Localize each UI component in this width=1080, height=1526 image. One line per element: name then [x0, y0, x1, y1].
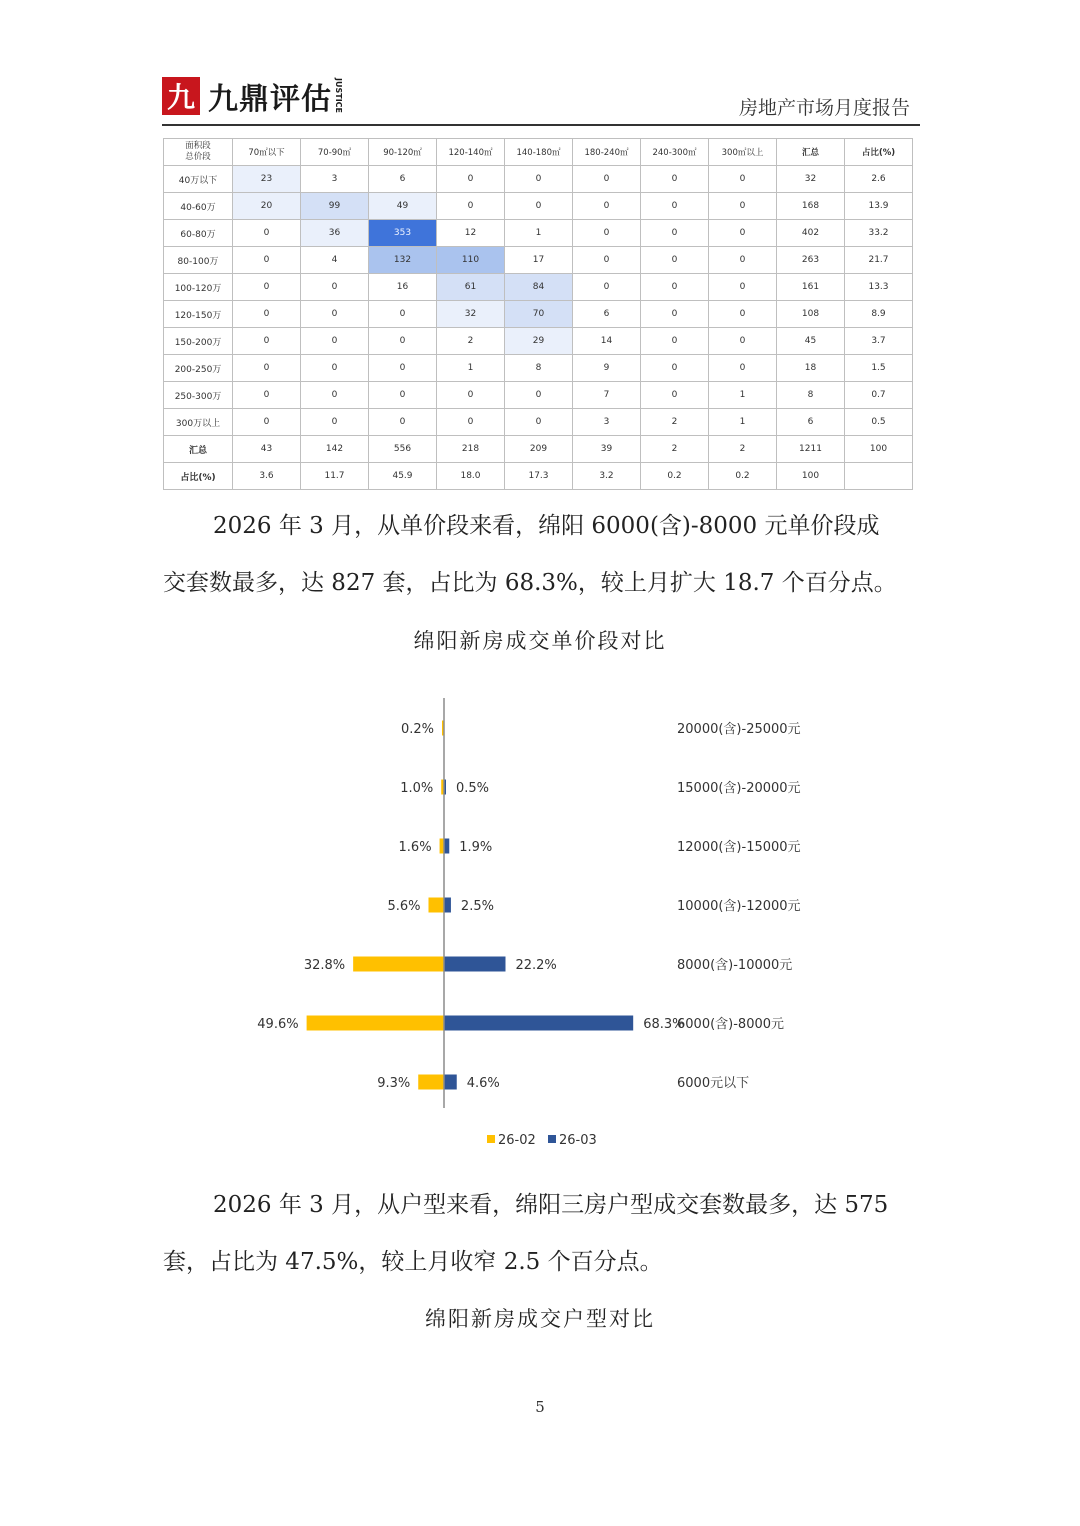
table-cell: 13.3 [845, 274, 913, 301]
column-header: 70㎡以下 [233, 139, 301, 166]
table-cell: 0 [301, 355, 369, 382]
table-cell: 110 [437, 247, 505, 274]
table-cell: 2 [641, 409, 709, 436]
paragraph-line: 套，占比为 47.5%，较上月收窄 2.5 个百分点。 [163, 1249, 663, 1275]
table-cell: 2 [709, 436, 777, 463]
table-cell: 0 [573, 247, 641, 274]
row-header: 250-300万 [164, 382, 233, 409]
table-cell: 0 [641, 220, 709, 247]
data-label-26-02: 0.2% [400, 722, 434, 737]
paragraph-line: 2026 年 3 月，从户型来看，绵阳三房户型成交套数最多，达 575 [213, 1192, 889, 1218]
row-header: 200-250万 [164, 355, 233, 382]
table-cell: 0 [301, 328, 369, 355]
table-cell: 218 [437, 436, 505, 463]
table-cell: 0 [573, 193, 641, 220]
table-cell: 0 [233, 301, 301, 328]
table-cell: 0 [641, 382, 709, 409]
logo-mark-icon: 九 [162, 77, 200, 115]
table-cell: 45 [777, 328, 845, 355]
row-header: 占比(%) [164, 463, 233, 490]
chart-title-unit-type: 绵阳新房成交户型对比 [425, 1307, 655, 1331]
corner-top-label: 面积段 [185, 141, 211, 151]
table-cell: 21.7 [845, 247, 913, 274]
data-label-26-02: 49.6% [257, 1017, 299, 1032]
bar-26-02 [353, 957, 444, 972]
table-cell: 32 [437, 301, 505, 328]
data-label-26-03: 0.5% [456, 781, 490, 796]
table-cell: 6 [777, 409, 845, 436]
data-label-26-03: 4.6% [466, 1076, 500, 1091]
table-cell: 16 [369, 274, 437, 301]
row-header: 100-120万 [164, 274, 233, 301]
table-cell: 0 [709, 166, 777, 193]
table-cell: 2 [641, 436, 709, 463]
table-cell: 100 [845, 436, 913, 463]
table-cell: 14 [573, 328, 641, 355]
table-cell: 0 [233, 247, 301, 274]
category-label: 6000(含)-8000元 [677, 1017, 785, 1032]
table-cell: 0.5 [845, 409, 913, 436]
table-cell: 6 [369, 166, 437, 193]
data-label-26-02: 5.6% [387, 899, 421, 914]
category-label: 20000(含)-25000元 [677, 722, 801, 737]
category-label: 12000(含)-15000元 [677, 840, 801, 855]
table-cell: 0 [369, 409, 437, 436]
table-cell: 0 [641, 247, 709, 274]
table-cell: 0 [369, 301, 437, 328]
paragraph-unit-type [163, 1177, 923, 1291]
table-cell: 32 [777, 166, 845, 193]
table-cell: 0 [437, 193, 505, 220]
column-header: 140-180㎡ [505, 139, 573, 166]
column-header: 180-240㎡ [573, 139, 641, 166]
table-cell: 0 [573, 220, 641, 247]
table-cell: 0 [233, 382, 301, 409]
table-cell: 0 [505, 409, 573, 436]
table-cell: 0 [709, 193, 777, 220]
table-cell: 8.9 [845, 301, 913, 328]
table-cell: 1 [505, 220, 573, 247]
table-row [164, 409, 913, 436]
table-cell: 556 [369, 436, 437, 463]
bar-26-03 [444, 1016, 633, 1031]
table-cell: 353 [369, 220, 437, 247]
table-cell: 84 [505, 274, 573, 301]
table-cell: 0 [709, 301, 777, 328]
table-cell: 8 [777, 382, 845, 409]
category-label: 10000(含)-12000元 [677, 899, 801, 914]
table-cell: 3.2 [573, 463, 641, 490]
table-row [164, 301, 913, 328]
table-cell: 0 [437, 166, 505, 193]
table-cell: 6 [573, 301, 641, 328]
table-cell: 29 [505, 328, 573, 355]
table-cell: 0 [233, 220, 301, 247]
row-header: 120-150万 [164, 301, 233, 328]
row-header: 40-60万 [164, 193, 233, 220]
column-header: 120-140㎡ [437, 139, 505, 166]
row-header: 60-80万 [164, 220, 233, 247]
data-label-26-02: 32.8% [303, 958, 346, 973]
data-label-26-02: 1.6% [398, 840, 432, 855]
report-title: 房地产市场月度报告 [738, 97, 910, 119]
table-cell: 3 [573, 409, 641, 436]
table-row [164, 436, 913, 463]
category-label: 8000(含)-10000元 [677, 958, 793, 973]
table-cell: 3 [301, 166, 369, 193]
table-cell: 0 [437, 382, 505, 409]
table-cell: 0 [301, 274, 369, 301]
table-cell: 2 [437, 328, 505, 355]
table-cell: 0 [437, 409, 505, 436]
table-cell: 0 [233, 355, 301, 382]
paragraph-price-segment [163, 498, 923, 612]
column-header: 300㎡以上 [709, 139, 777, 166]
bar-26-03 [444, 839, 449, 854]
table-cell: 0 [641, 274, 709, 301]
table-row [164, 193, 913, 220]
table-cell: 4 [301, 247, 369, 274]
table-cell: 263 [777, 247, 845, 274]
table-cell: 0 [641, 166, 709, 193]
table-cell: 0 [505, 193, 573, 220]
table-cell: 18 [777, 355, 845, 382]
column-header: 70-90㎡ [301, 139, 369, 166]
company-logo [162, 76, 343, 116]
table-cell: 11.7 [301, 463, 369, 490]
table-cell: 13.9 [845, 193, 913, 220]
data-label-26-03: 1.9% [459, 840, 493, 855]
table-cell: 0 [505, 166, 573, 193]
legend-swatch-26-03 [548, 1135, 556, 1143]
data-label-26-03: 2.5% [460, 899, 494, 914]
table-cell: 0 [709, 274, 777, 301]
bar-26-03 [444, 898, 451, 913]
table-cell: 0 [641, 301, 709, 328]
table-row [164, 166, 913, 193]
table-row [164, 463, 913, 490]
table-row [164, 328, 913, 355]
table-cell: 9 [573, 355, 641, 382]
table-cell: 100 [777, 463, 845, 490]
table-cell: 0 [709, 355, 777, 382]
table-cell: 1 [709, 409, 777, 436]
table-cell: 7 [573, 382, 641, 409]
table-cell: 0 [709, 328, 777, 355]
chart-title-price-segment: 绵阳新房成交单价段对比 [413, 629, 667, 653]
table-cell: 0 [369, 328, 437, 355]
row-header: 汇总 [164, 436, 233, 463]
corner-bottom-label: 总价段 [185, 152, 211, 162]
column-header: 240-300㎡ [641, 139, 709, 166]
row-header: 80-100万 [164, 247, 233, 274]
table-cell: 23 [233, 166, 301, 193]
data-label-26-02: 9.3% [377, 1076, 411, 1091]
logo-text: 九鼎评估 [208, 82, 332, 117]
table-cell: 0 [641, 355, 709, 382]
table-cell: 99 [301, 193, 369, 220]
table-cell: 0.7 [845, 382, 913, 409]
table-cell: 45.9 [369, 463, 437, 490]
table-cell: 142 [301, 436, 369, 463]
bar-26-02 [307, 1016, 444, 1031]
category-label: 6000元以下 [677, 1076, 750, 1091]
table-row [164, 247, 913, 274]
table-cell: 39 [573, 436, 641, 463]
table-cell: 3.6 [233, 463, 301, 490]
table-cell: 0.2 [641, 463, 709, 490]
bar-26-03 [444, 957, 505, 972]
table-cell: 0 [709, 220, 777, 247]
table-cell: 49 [369, 193, 437, 220]
price-area-matrix-table [163, 138, 913, 490]
row-header: 40万以下 [164, 166, 233, 193]
table-cell: 0.2 [709, 463, 777, 490]
price-segment-butterfly-chart [160, 680, 920, 1160]
table-cell: 0 [573, 166, 641, 193]
table-cell: 161 [777, 274, 845, 301]
category-label: 15000(含)-20000元 [677, 781, 801, 796]
page-header [162, 72, 920, 126]
table-corner-cell [164, 139, 233, 166]
table-cell: 18.0 [437, 463, 505, 490]
column-header: 汇总 [777, 139, 845, 166]
table-row [164, 274, 913, 301]
table-cell: 0 [301, 409, 369, 436]
table-cell: 61 [437, 274, 505, 301]
table-cell: 12 [437, 220, 505, 247]
legend-label-26-02: 26-02 [498, 1133, 536, 1148]
table-cell: 0 [369, 355, 437, 382]
table-cell: 0 [233, 328, 301, 355]
table-row [164, 355, 913, 382]
table-cell: 1 [437, 355, 505, 382]
table-cell: 0 [233, 409, 301, 436]
table-cell: 0 [505, 382, 573, 409]
data-label-26-02: 1.0% [400, 781, 434, 796]
legend-swatch-26-02 [487, 1135, 495, 1143]
paragraph-line: 交套数最多，达 827 套，占比为 68.3%，较上月扩大 18.7 个百分点。 [163, 570, 897, 596]
column-header: 占比(%) [845, 139, 913, 166]
table-cell: 0 [641, 193, 709, 220]
table-cell: 0 [301, 301, 369, 328]
row-header: 150-200万 [164, 328, 233, 355]
table-cell: 0 [369, 382, 437, 409]
logo-subtext: JUSTICE [334, 78, 343, 114]
table-cell: 33.2 [845, 220, 913, 247]
table-cell: 0 [641, 328, 709, 355]
column-header: 90-120㎡ [369, 139, 437, 166]
row-header: 300万以上 [164, 409, 233, 436]
table-cell: 1.5 [845, 355, 913, 382]
paragraph-line: 2026 年 3 月，从单价段来看，绵阳 6000(含)-8000 元单价段成 [213, 513, 880, 539]
table-cell: 0 [233, 274, 301, 301]
table-cell [845, 463, 913, 490]
table-cell: 17 [505, 247, 573, 274]
table-cell: 0 [573, 274, 641, 301]
data-label-26-03: 22.2% [515, 958, 557, 973]
bar-26-02 [418, 1075, 444, 1090]
table-cell: 0 [301, 382, 369, 409]
table-cell: 3.7 [845, 328, 913, 355]
table-row [164, 382, 913, 409]
table-cell: 168 [777, 193, 845, 220]
legend-label-26-03: 26-03 [559, 1133, 597, 1148]
data-label-26-03: 68.3% [643, 1017, 685, 1032]
bar-26-03 [444, 1075, 457, 1090]
bar-26-02 [428, 898, 444, 913]
table-cell: 43 [233, 436, 301, 463]
table-cell: 1211 [777, 436, 845, 463]
table-cell: 0 [709, 247, 777, 274]
table-cell: 8 [505, 355, 573, 382]
table-cell: 36 [301, 220, 369, 247]
table-cell: 209 [505, 436, 573, 463]
table-cell: 402 [777, 220, 845, 247]
table-cell: 70 [505, 301, 573, 328]
table-cell: 1 [709, 382, 777, 409]
table-cell: 132 [369, 247, 437, 274]
table-cell: 20 [233, 193, 301, 220]
page-number: 5 [535, 1398, 545, 1416]
table-cell: 108 [777, 301, 845, 328]
table-cell: 2.6 [845, 166, 913, 193]
table-row [164, 220, 913, 247]
table-cell: 17.3 [505, 463, 573, 490]
